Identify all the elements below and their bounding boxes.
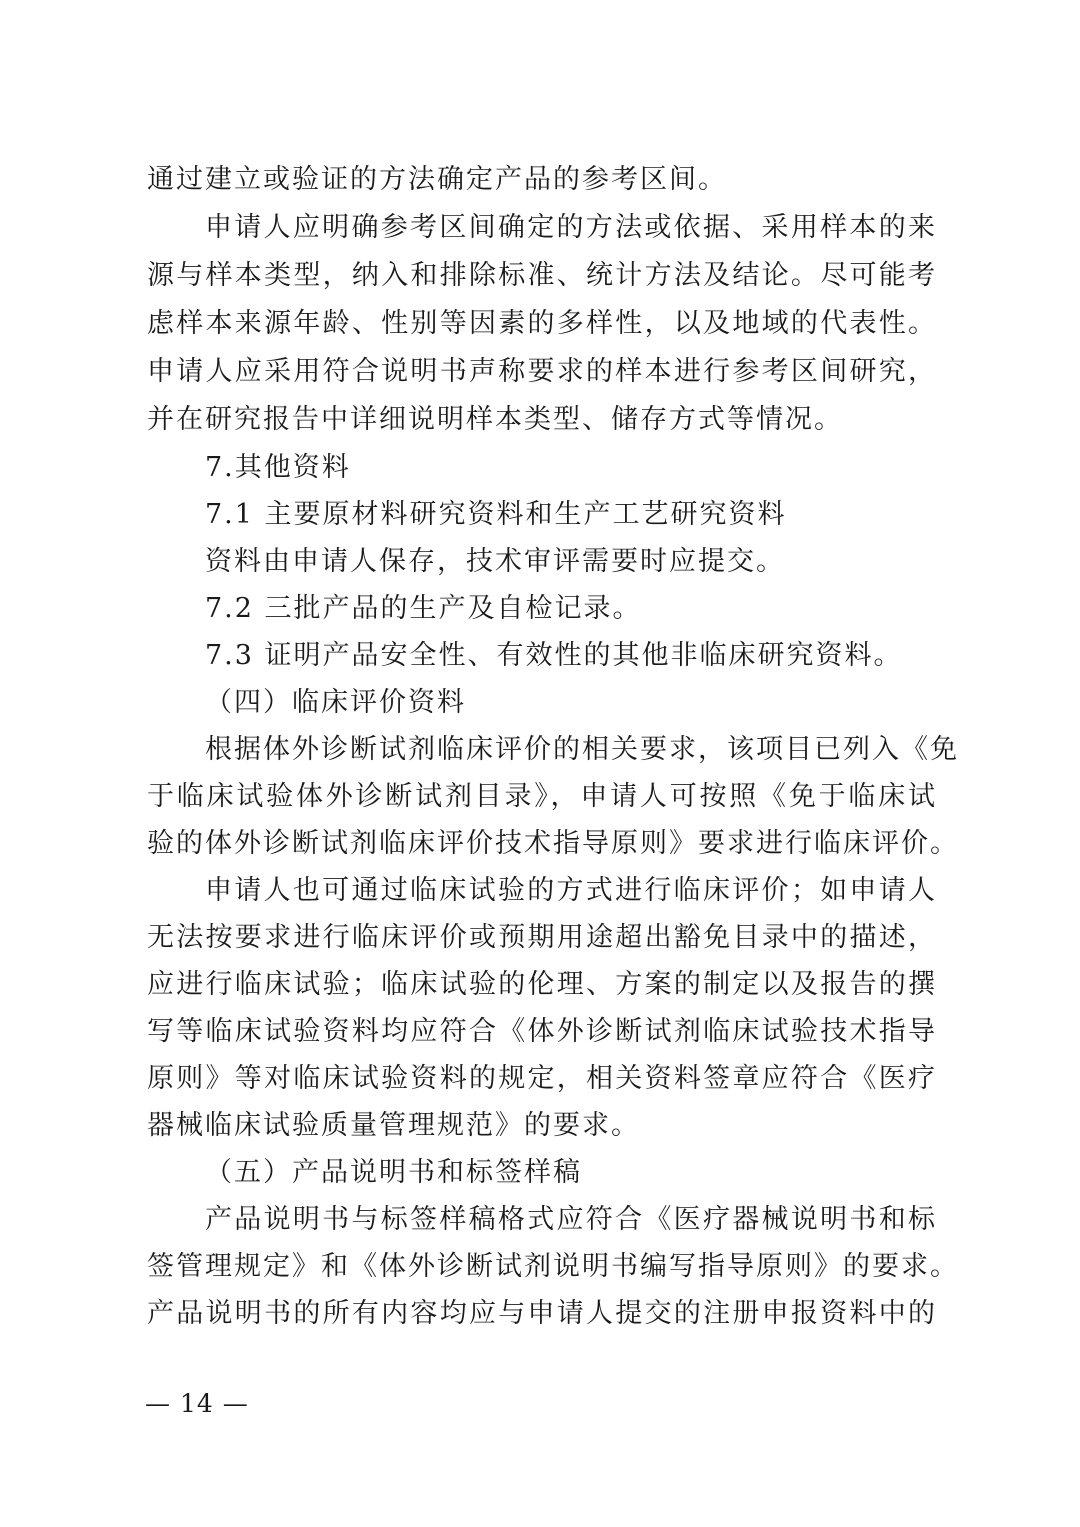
text-line-1: 通过建立或验证的方法确定产品的参考区间。 <box>147 164 727 195</box>
text-line-16: 申请人也可通过临床试验的方式进行临床评价；如申请人 <box>205 875 937 906</box>
text-line-5: 申请人应采用符合说明书声称要求的样本进行参考区间研究， <box>147 356 937 387</box>
section-heading-instructions-labels: （五）产品说明书和标签样稿 <box>205 1157 582 1188</box>
text-line-4: 虑样本来源年龄、性别等因素的多样性，以及地域的代表性。 <box>147 308 937 339</box>
section-heading-7: 7.其他资料 <box>205 452 351 483</box>
text-line-15: 验的体外诊断试剂临床评价技术指导原则》要求进行临床评价。 <box>147 828 959 859</box>
text-line-2: 申请人应明确参考区间确定的方法或依据、采用样本的来 <box>205 212 937 243</box>
section-heading-clinical-evaluation: （四）临床评价资料 <box>205 687 466 718</box>
text-line-9: 资料由申请人保存，技术审评需要时应提交。 <box>205 546 785 577</box>
subsection-heading-7-3: 7.3 证明产品安全性、有效性的其他非临床研究资料。 <box>205 640 903 671</box>
text-line-13: 根据体外诊断试剂临床评价的相关要求，该项目已列入《免 <box>205 734 959 765</box>
text-line-6: 并在研究报告中详细说明样本类型、储存方式等情况。 <box>147 404 843 435</box>
page-number: — 14 — <box>145 1389 249 1418</box>
subsection-heading-7-1: 7.1 主要原材料研究资料和生产工艺研究资料 <box>205 499 787 530</box>
text-line-21: 器械临床试验质量管理规范》的要求。 <box>147 1110 640 1141</box>
text-line-20: 原则》等对临床试验资料的规定，相关资料签章应符合《医疗 <box>147 1063 937 1094</box>
text-line-18: 应进行临床试验；临床试验的伦理、方案的制定以及报告的撰 <box>147 969 937 1000</box>
text-line-19: 写等临床试验资料均应符合《体外诊断试剂临床试验技术指导 <box>147 1016 937 1047</box>
text-line-23: 产品说明书与标签样稿格式应符合《医疗器械说明书和标 <box>205 1204 937 1235</box>
subsection-heading-7-2: 7.2 三批产品的生产及自检记录。 <box>205 593 642 624</box>
text-line-14: 于临床试验体外诊断试剂目录》，申请人可按照《免于临床试 <box>147 781 937 812</box>
text-line-25: 产品说明书的所有内容均应与申请人提交的注册申报资料中的 <box>147 1298 937 1329</box>
text-line-3: 源与样本类型，纳入和排除标准、统计方法及结论。尽可能考 <box>147 260 937 291</box>
text-line-17: 无法按要求进行临床评价或预期用途超出豁免目录中的描述， <box>147 922 937 953</box>
text-line-24: 签管理规定》和《体外诊断试剂说明书编写指导原则》的要求。 <box>147 1251 959 1282</box>
